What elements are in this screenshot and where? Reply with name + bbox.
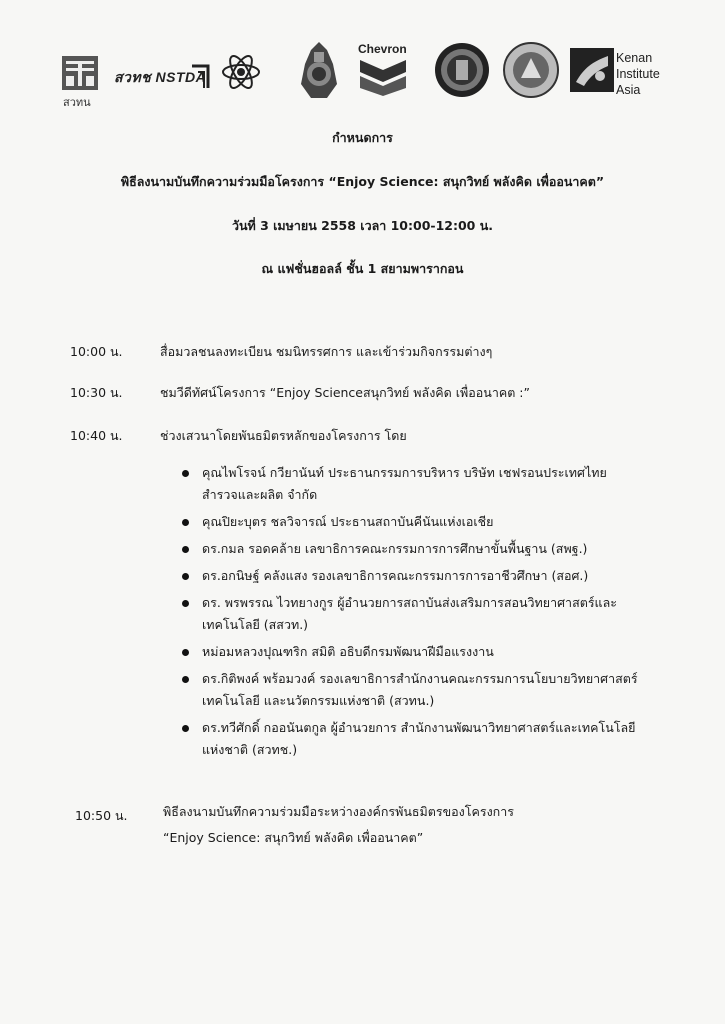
panelist-list <box>182 462 662 766</box>
sti-logo-label: สวทน <box>63 96 91 109</box>
list-item: คุณไพโรจน์ กวียานันท์ ประธานกรรมการบริหาร บริษัท เชฟรอนประเทศไทย สำรวจและผลิต จำกัด <box>182 462 662 506</box>
bullet-icon <box>182 573 189 580</box>
event-name: พิธีลงนามบันทึกความร่วมมือโครงการ “Enjoy Science: สนุกวิทย์ พลังคิด เพื่ออนาคต” <box>120 174 605 189</box>
list-item: ดร.กมล รอดคล้าย เลขาธิการคณะกรรมการการศึกษาขั้นพื้นฐาน (สพฐ.) <box>182 538 662 560</box>
skill-development-seal-logo <box>503 40 559 100</box>
schedule-item-4-line-2: “Enjoy Science: สนุกวิทย์ พลังคิด เพื่ออนาคต” <box>163 830 424 845</box>
nstda-logo-label: สวทช NSTDA <box>114 69 207 85</box>
bullet-icon <box>182 470 189 477</box>
list-item: คุณปิยะบุตร ชลวิจารณ์ ประธานสถาบันคีนันแห่งเอเชีย <box>182 511 662 533</box>
schedule-item-4 <box>163 802 514 848</box>
kenan-line-3: Asia <box>616 83 641 97</box>
vocational-seal-logo <box>434 42 490 98</box>
ipst-atom-logo <box>221 50 261 94</box>
schedule-time-4: 10:50 น. <box>75 808 128 823</box>
kenan-logo-mark <box>570 48 614 92</box>
bullet-icon <box>182 649 189 656</box>
kenan-line-2: Institute <box>616 67 660 81</box>
schedule-item-4-line-1: พิธีลงนามบันทึกความร่วมมือระหว่างองค์กรพันธมิตรของโครงการ <box>163 804 514 819</box>
bullet-icon <box>182 725 189 732</box>
event-date: วันที่ 3 เมษายน 2558 เวลา 10:00-12:00 น. <box>231 218 494 233</box>
list-item: ดร. พรพรรณ ไวทยางกูร ผู้อำนวยการสถาบันส่งเสริมการสอนวิทยาศาสตร์และ เทคโนโลยี (สสวท.) <box>182 592 662 636</box>
bullet-icon <box>182 600 189 607</box>
schedule-item-1: สื่อมวลชนลงทะเบียน ชมนิทรรศการ และเข้าร่วมกิจกรรมต่างๆ <box>160 344 493 359</box>
bullet-icon <box>182 519 189 526</box>
schedule-item-2: ชมวีดีทัศน์โครงการ “Enjoy Scienceสนุกวิทย์ พลังคิด เพื่ออนาคต :” <box>160 385 530 400</box>
list-item: ดร.กิติพงค์ พร้อมวงค์ รองเลขาธิการสำนักงานคณะกรรมการนโยบายวิทยาศาสตร์ เทคโนโลยี และนวัตกรรมแห่งชาติ (สวทน.) <box>182 668 662 712</box>
chevron-logo-mark <box>360 58 406 96</box>
schedule-item-3: ช่วงเสวนาโดยพันธมิตรหลักของโครงการ โดย <box>160 428 407 443</box>
bullet-icon <box>182 676 189 683</box>
chevron-logo-label: Chevron <box>358 42 407 56</box>
schedule-time-3: 10:40 น. <box>70 428 123 443</box>
list-item: ดร.ทวีศักดิ์ กออนันตกูล ผู้อำนวยการ สำนักงานพัฒนาวิทยาศาสตร์และเทคโนโลยี แห่งชาติ (สวทช.) <box>182 717 662 761</box>
partner-logos <box>0 0 725 120</box>
kenan-line-1: Kenan <box>616 51 653 65</box>
schedule-time-2: 10:30 น. <box>70 385 123 400</box>
sti-logo <box>62 56 98 90</box>
schedule-time-1: 10:00 น. <box>70 344 123 359</box>
event-venue: ณ แฟชั่นฮอลล์ ชั้น 1 สยามพารากอน <box>261 261 464 276</box>
kenan-logo-label <box>616 50 660 98</box>
list-item: ดร.อกนิษฐ์ คลังแสง รองเลขาธิการคณะกรรมการการอาชีวศึกษา (สอศ.) <box>182 565 662 587</box>
list-item: หม่อมหลวงปุณฑริก สมิติ อธิบดีกรมพัฒนาฝีมือแรงงาน <box>182 641 662 663</box>
bullet-icon <box>182 546 189 553</box>
obec-emblem-logo <box>297 40 341 102</box>
document-title: กำหนดการ <box>332 130 393 145</box>
